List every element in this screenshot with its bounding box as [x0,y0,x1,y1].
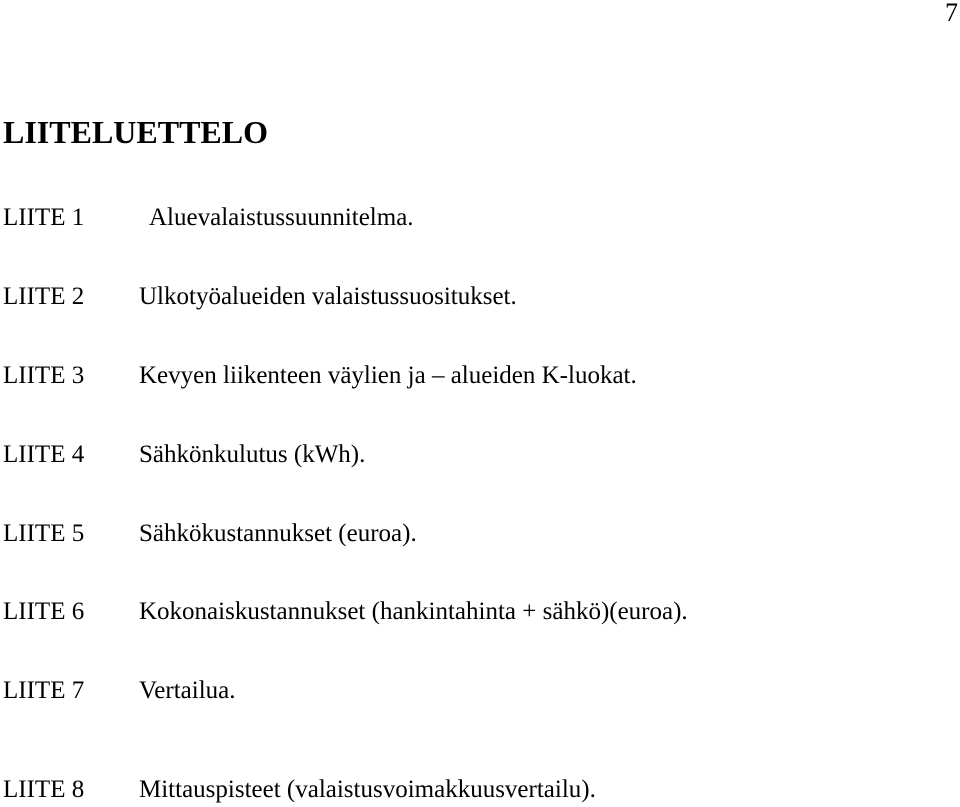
appendix-label: LIITE 1 [3,204,85,231]
appendix-title: Ulkotyöalueiden valaistussuositukset. [139,283,517,310]
appendix-label: LIITE 6 [3,598,85,625]
appendix-label: LIITE 5 [3,520,85,547]
appendix-title: Aluevalaistussuunnitelma. [149,204,414,231]
appendix-label: LIITE 8 [3,776,85,803]
appendix-label: LIITE 2 [3,283,85,310]
appendix-title: Kevyen liikenteen väylien ja – alueiden K-luokat. [139,362,637,389]
page-title: LIITELUETTELO [3,114,268,150]
appendix-title: Mittauspisteet (valaistusvoimakkuusvertailu). [139,776,596,803]
appendix-title: Vertailua. [139,677,236,704]
appendix-label: LIITE 3 [3,362,85,389]
appendix-title: Kokonaiskustannukset (hankintahinta + sähkö)(euroa). [139,598,688,625]
page-number: 7 [945,0,958,27]
appendix-label: LIITE 7 [3,677,85,704]
appendix-label: LIITE 4 [3,441,85,468]
appendix-title: Sähkökustannukset (euroa). [139,520,417,547]
appendix-title: Sähkönkulutus (kWh). [139,441,366,468]
